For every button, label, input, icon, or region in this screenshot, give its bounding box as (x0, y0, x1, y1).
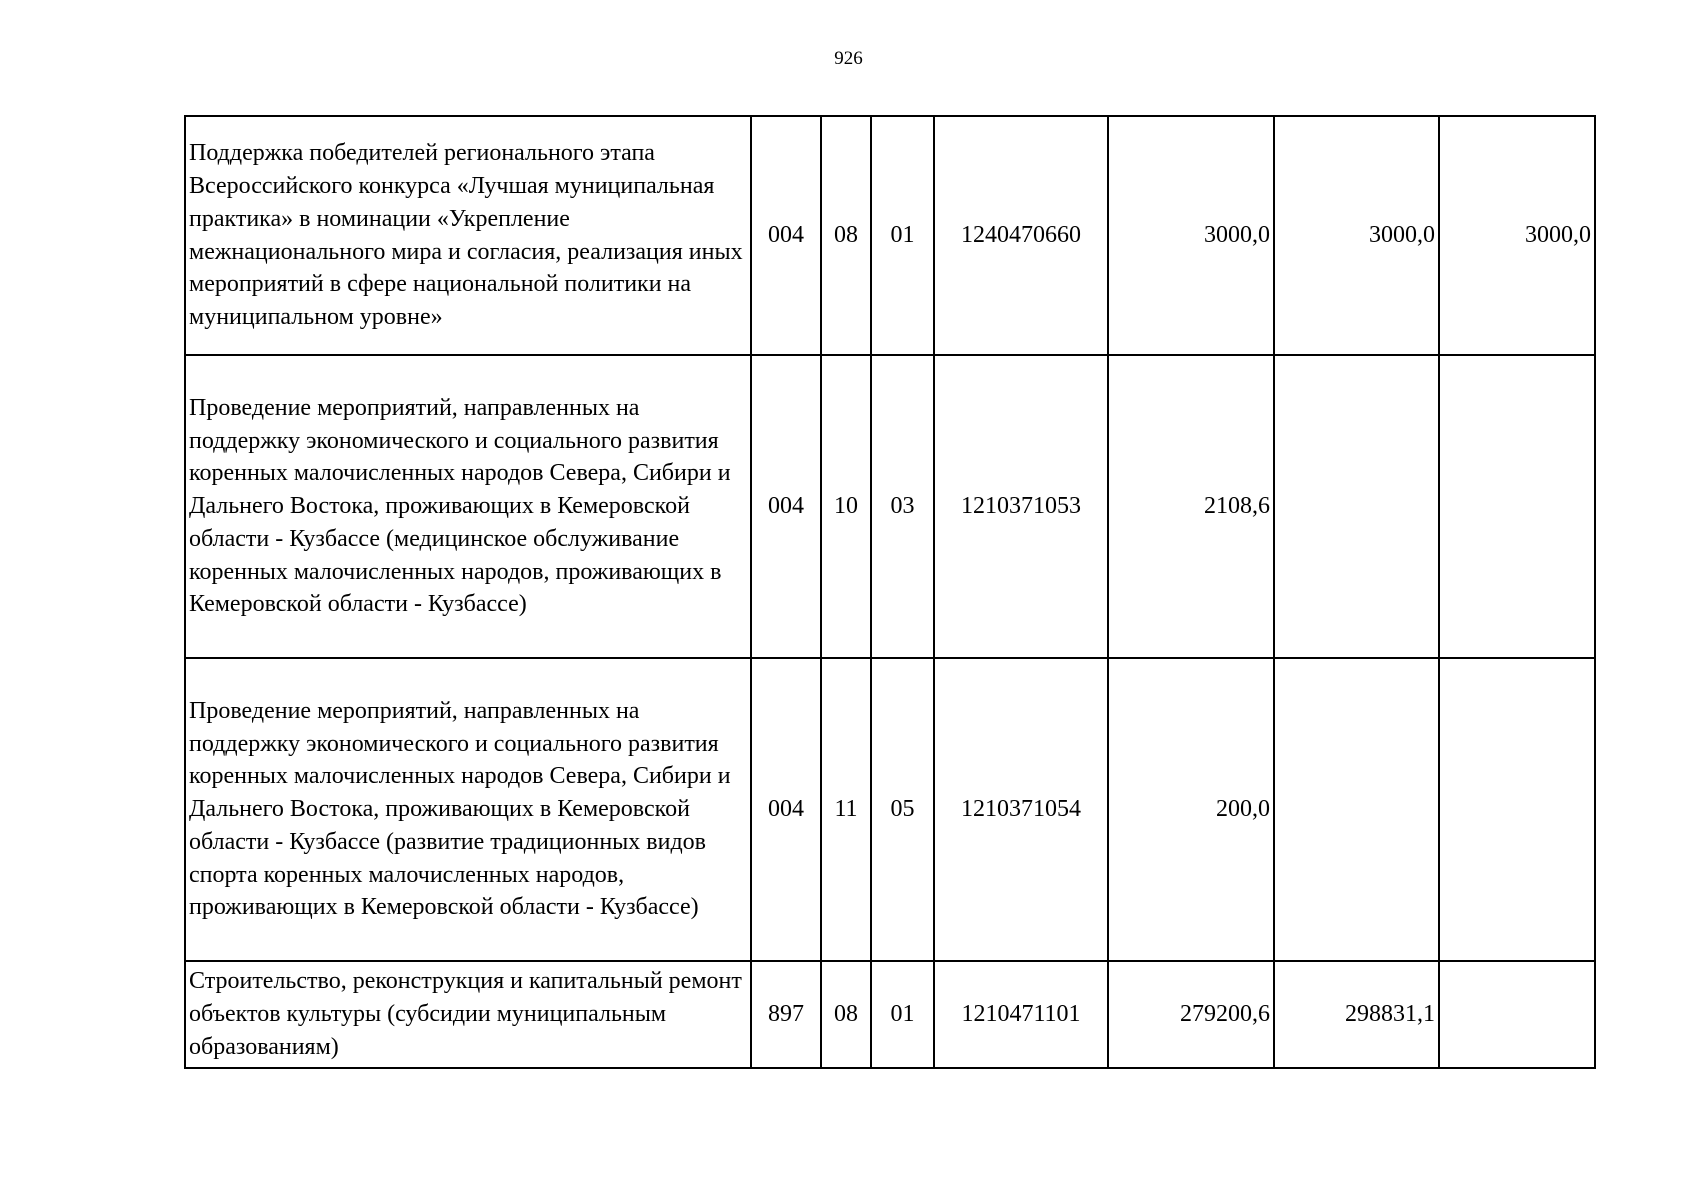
amount-cell-1: 3000,0 (1108, 116, 1274, 355)
amount-cell-2 (1274, 355, 1439, 658)
target-article-cell: 1240470660 (934, 116, 1108, 355)
amount-cell-2: 3000,0 (1274, 116, 1439, 355)
subsection-code-cell: 01 (871, 961, 934, 1068)
section-code-cell: 10 (821, 355, 871, 658)
subsection-code-cell: 03 (871, 355, 934, 658)
amount-cell-1: 2108,6 (1108, 355, 1274, 658)
page-number: 926 (834, 48, 863, 69)
ministry-code-cell: 004 (751, 116, 821, 355)
amount-cell-3 (1439, 961, 1595, 1068)
section-code-cell: 11 (821, 658, 871, 961)
amount-cell-1: 279200,6 (1108, 961, 1274, 1068)
table-row (185, 116, 1595, 355)
subsection-code-cell: 01 (871, 116, 934, 355)
section-code-cell: 08 (821, 961, 871, 1068)
amount-cell-3: 3000,0 (1439, 116, 1595, 355)
table-row (185, 355, 1595, 658)
target-article-cell: 1210471101 (934, 961, 1108, 1068)
section-code-cell: 08 (821, 116, 871, 355)
expense-name-cell: Строительство, реконструкция и капитальный ремонт объектов культуры (субсидии муниципальным образованиям) (185, 961, 751, 1068)
subsection-code-cell: 05 (871, 658, 934, 961)
table-row (185, 961, 1595, 1068)
amount-cell-2 (1274, 658, 1439, 961)
amount-cell-3 (1439, 658, 1595, 961)
target-article-cell: 1210371054 (934, 658, 1108, 961)
expense-name-cell: Проведение мероприятий, направленных на поддержку экономического и социального развития коренных малочисленных народов Севера, Сибири и Дальнего Востока, проживающих в Кемеровской области - Кузбассе (медицинское обслуживание коренных малочисленных народов, проживающих в Кемеровской области - Кузбассе) (185, 355, 751, 658)
expense-name-cell: Поддержка победителей регионального этапа Всероссийского конкурса «Лучшая муниципальная практика» в номинации «Укрепление межнационального мира и согласия, реализация иных мероприятий в сфере национальной политики на муниципальном уровне» (185, 116, 751, 355)
ministry-code-cell: 004 (751, 355, 821, 658)
table-row (185, 658, 1595, 961)
amount-cell-2: 298831,1 (1274, 961, 1439, 1068)
target-article-cell: 1210371053 (934, 355, 1108, 658)
amount-cell-3 (1439, 355, 1595, 658)
expense-name-cell: Проведение мероприятий, направленных на поддержку экономического и социального развития коренных малочисленных народов Севера, Сибири и Дальнего Востока, проживающих в Кемеровской области - Кузбассе (развитие традиционных видов спорта коренных малочисленных народов, проживающих в Кемеровской области - Кузбассе) (185, 658, 751, 961)
amount-cell-1: 200,0 (1108, 658, 1274, 961)
ministry-code-cell: 897 (751, 961, 821, 1068)
ministry-code-cell: 004 (751, 658, 821, 961)
budget-table (184, 115, 1596, 1069)
